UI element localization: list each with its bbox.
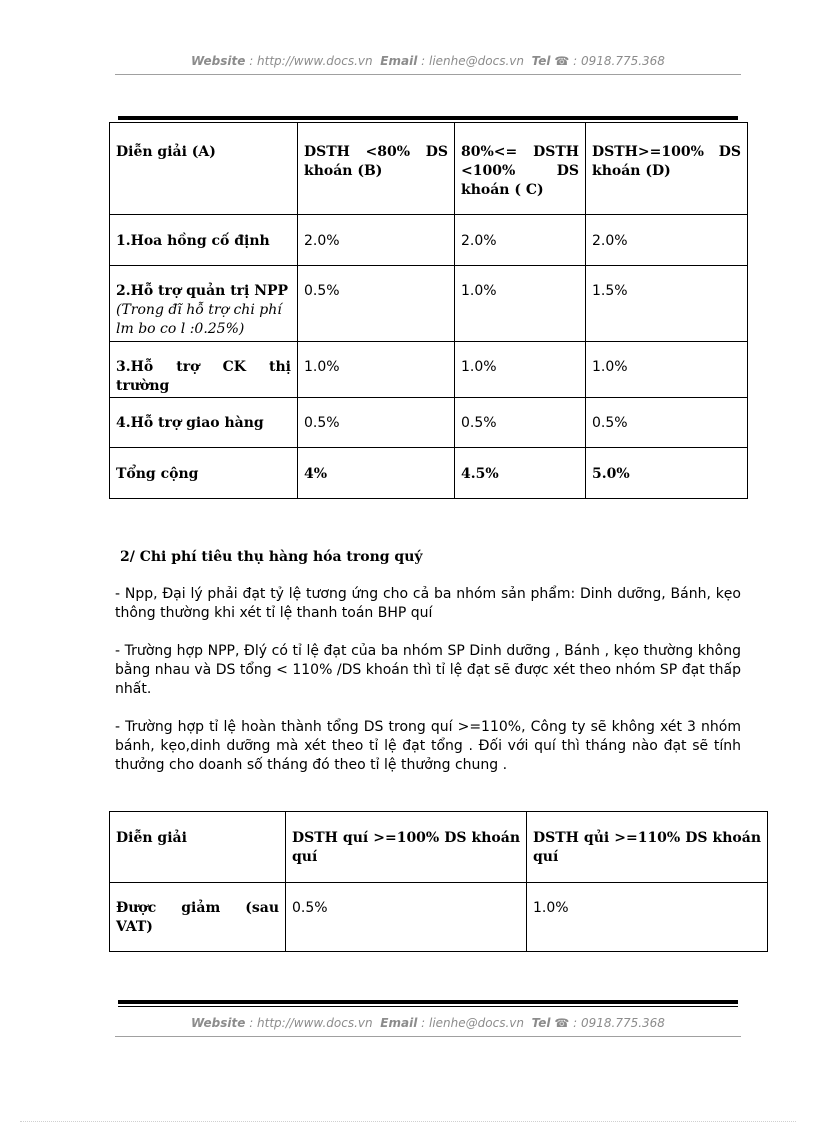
table-header-row [110, 812, 768, 883]
total-value: 5.0% [586, 448, 748, 499]
section-title: 2/ Chi phí tiêu thụ hàng hóa trong quý [120, 549, 423, 565]
cell-value: 2.0% [298, 215, 455, 266]
tel-number: ☎ : 0918.775.368 [554, 1016, 665, 1030]
header-cell: DSTH quí >=100% DS khoán quí [286, 812, 527, 883]
table-row [110, 398, 748, 448]
table-row [110, 215, 748, 266]
total-value: 4.5% [455, 448, 586, 499]
website-label: Website [191, 1016, 246, 1030]
total-value: 4% [298, 448, 455, 499]
cell-value: 2.0% [586, 215, 748, 266]
cell-value: 1.0% [586, 342, 748, 398]
paragraph: - Npp, Đại lý phải đạt tỷ lệ tương ứng cho cả ba nhóm sản phẩm: Dinh dưỡng, Bánh, kẹo thông thường khi xét tỉ lệ thanh toán BHP quí [115, 586, 741, 621]
table-row [110, 342, 748, 398]
paragraph: - Trường hợp NPP, Đlý có tỉ lệ đạt của ba nhóm SP Dinh dưỡng , Bánh , kẹo thường không bằng nhau và DS tổng < 110% /DS khoán thì tỉ lệ đạt sẽ được xét theo nhóm SP đạt thấp nhất. [115, 643, 741, 697]
website-url[interactable]: : http://www.docs.vn [249, 1016, 373, 1030]
header-cell: DSTH>=100% DS khoán (D) [586, 123, 748, 215]
discount-table [109, 811, 768, 952]
table-row [110, 883, 768, 952]
cell-value: 0.5% [298, 398, 455, 448]
cell-value: 0.5% [286, 883, 527, 952]
cell-value: 1.0% [298, 342, 455, 398]
commission-table [109, 122, 748, 499]
email-label: Email [380, 54, 418, 68]
footer-divider [115, 1036, 741, 1037]
header-divider [115, 74, 741, 75]
tel-label: Tel [531, 1016, 551, 1030]
email-address[interactable]: : lienhe@docs.vn [421, 54, 524, 68]
cell-value: 1.0% [455, 342, 586, 398]
row-label-cell [110, 266, 298, 342]
email-label: Email [380, 1016, 418, 1030]
table-row [110, 266, 748, 342]
page-edge [20, 1121, 796, 1122]
cell-value: 0.5% [298, 266, 455, 342]
row-label: Được giảm (sau VAT) [110, 883, 286, 952]
page-footer [115, 1016, 741, 1030]
paragraph: - Trường hợp tỉ lệ hoàn thành tổng DS trong quí >=110%, Công ty sẽ không xét 3 nhóm bánh, kẹo,dinh dưỡng mà xét theo tỉ lệ đạt tổng . Đối với quí thì tháng nào đạt sẽ tính thưởng cho doanh số tháng đó theo tỉ lệ thưởng chung . [115, 719, 741, 773]
page-header [115, 54, 741, 68]
header-cell: Diễn giải [110, 812, 286, 883]
row-label: 4.Hỗ trợ giao hàng [110, 398, 298, 448]
header-cell: Diễn giải (A) [110, 123, 298, 215]
row-label: 1.Hoa hồng cố định [110, 215, 298, 266]
tel-number: ☎ : 0918.775.368 [554, 54, 665, 68]
footer-thick-rule [118, 1000, 738, 1004]
website-url[interactable]: : http://www.docs.vn [249, 54, 373, 68]
header-cell: 80%<= DSTH <100% DS khoán ( C) [455, 123, 586, 215]
header-cell: DSTH <80% DS khoán (B) [298, 123, 455, 215]
email-address[interactable]: : lienhe@docs.vn [421, 1016, 524, 1030]
tel-label: Tel [531, 54, 551, 68]
table-total-row [110, 448, 748, 499]
cell-value: 1.0% [455, 266, 586, 342]
row-label: 3.Hỗ trợ CK thị trường [110, 342, 298, 398]
cell-value: 0.5% [586, 398, 748, 448]
row-label: 2.Hỗ trợ quản trị NPP [116, 283, 289, 299]
footer-thin-rule [118, 1006, 738, 1007]
cell-value: 2.0% [455, 215, 586, 266]
header-cell: DSTH qủi >=110% DS khoán quí [527, 812, 768, 883]
row-label: Tổng cộng [110, 448, 298, 499]
header-thick-rule [118, 116, 738, 120]
row-note: (Trong đĩ hỗ trợ chi phí lm bo co l :0.25%) [116, 302, 282, 337]
cell-value: 0.5% [455, 398, 586, 448]
table-header-row [110, 123, 748, 215]
cell-value: 1.0% [527, 883, 768, 952]
website-label: Website [191, 54, 246, 68]
cell-value: 1.5% [586, 266, 748, 342]
